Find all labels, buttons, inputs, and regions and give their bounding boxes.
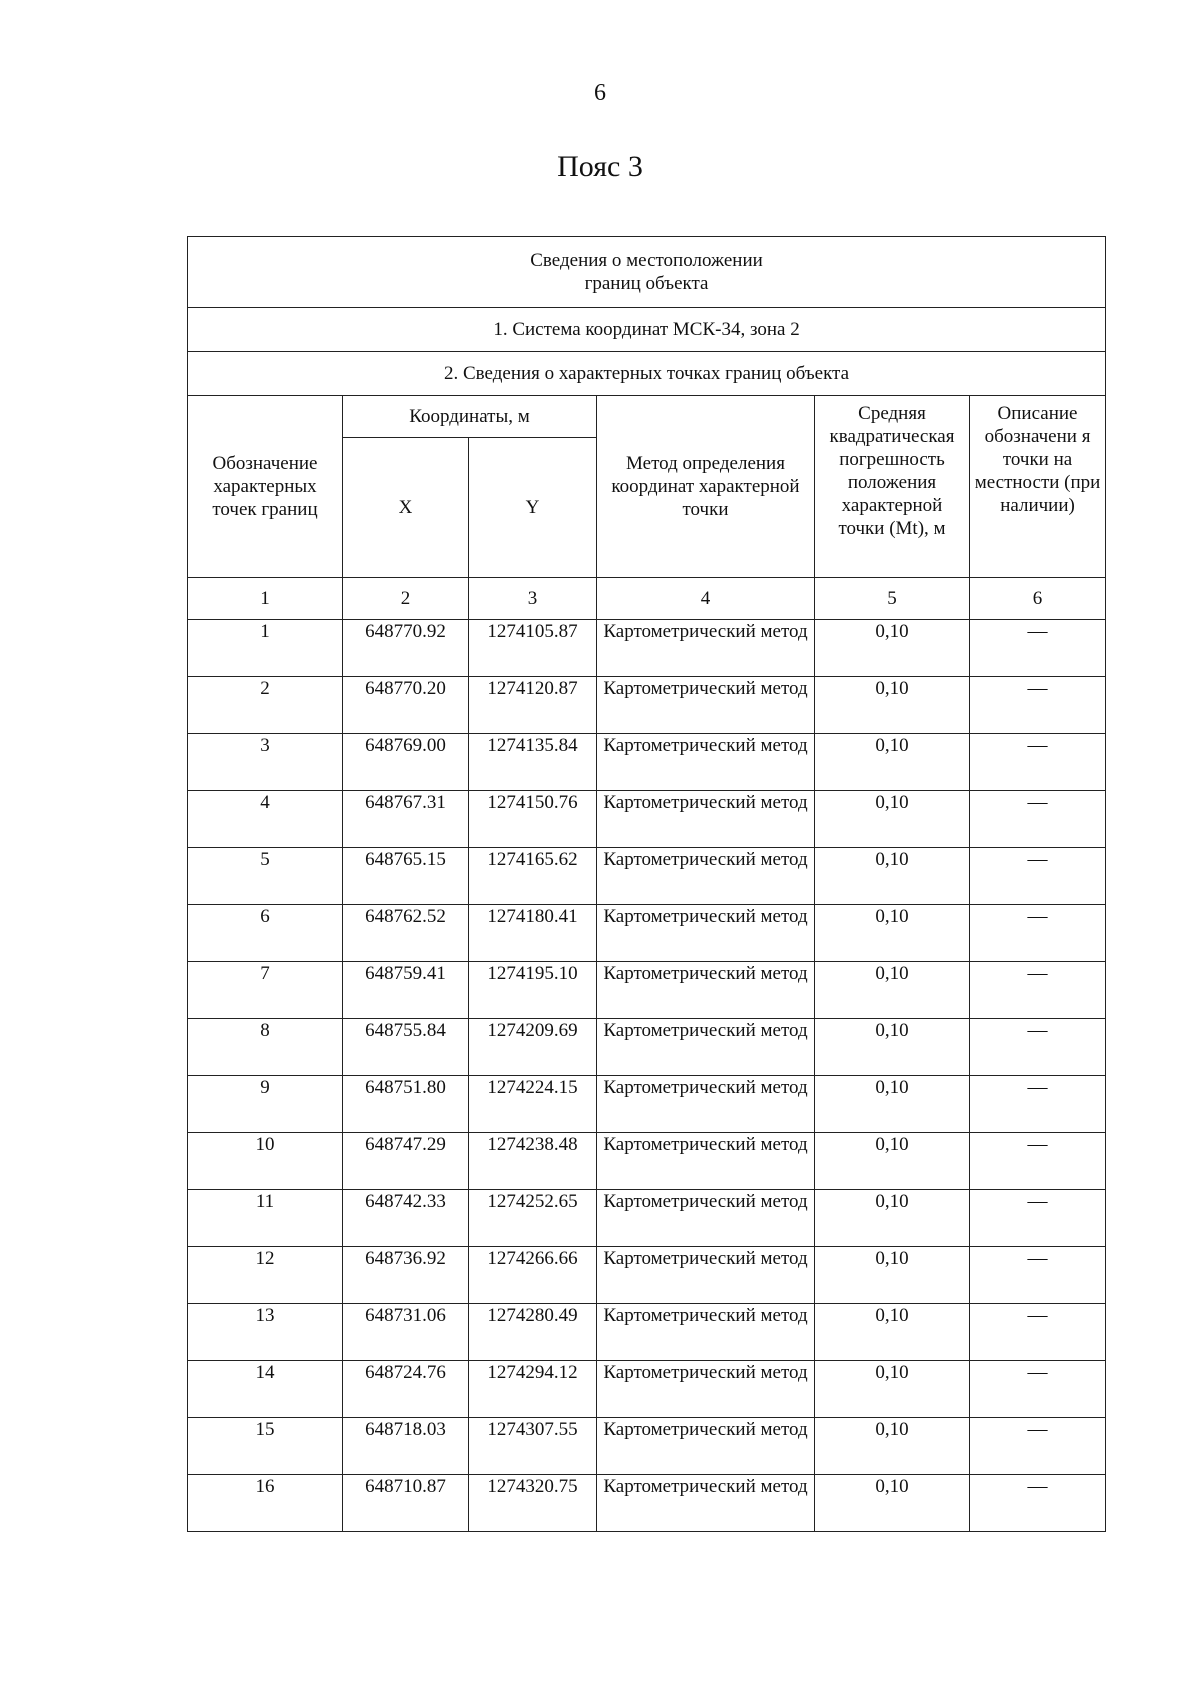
cell-description: — [970, 905, 1106, 962]
cell-x: 648770.20 [343, 677, 469, 734]
page-title: Пояс 3 [557, 150, 643, 183]
cell-x: 648762.52 [343, 905, 469, 962]
cell-point-id: 14 [188, 1361, 343, 1418]
cell-y: 1274195.10 [469, 962, 597, 1019]
col-header-description: Описание обозначени я точки на местности (при наличии) [970, 396, 1106, 578]
col-header-coordinates: Координаты, м [343, 396, 597, 438]
table-row [188, 1361, 1106, 1418]
cell-description: — [970, 1304, 1106, 1361]
cell-accuracy: 0,10 [815, 677, 970, 734]
cell-method: Картометрический метод [597, 962, 815, 1019]
cell-x: 648759.41 [343, 962, 469, 1019]
cell-method: Картометрический метод [597, 848, 815, 905]
cell-description: — [970, 1133, 1106, 1190]
table-row [188, 905, 1106, 962]
cell-method: Картометрический метод [597, 1190, 815, 1247]
col-header-method: Метод определения координат характерной точки [597, 396, 815, 578]
cell-y: 1274252.65 [469, 1190, 597, 1247]
cell-point-id: 7 [188, 962, 343, 1019]
col-header-x: X [343, 438, 469, 578]
cell-accuracy: 0,10 [815, 1133, 970, 1190]
cell-y: 1274307.55 [469, 1418, 597, 1475]
cell-x: 648710.87 [343, 1475, 469, 1532]
cell-accuracy: 0,10 [815, 734, 970, 791]
cell-x: 648718.03 [343, 1418, 469, 1475]
cell-description: — [970, 1247, 1106, 1304]
cell-accuracy: 0,10 [815, 1418, 970, 1475]
cell-y: 1274238.48 [469, 1133, 597, 1190]
cell-point-id: 16 [188, 1475, 343, 1532]
cell-x: 648751.80 [343, 1076, 469, 1133]
column-number: 3 [469, 578, 597, 620]
table-row [188, 1247, 1106, 1304]
cell-description: — [970, 734, 1106, 791]
cell-description: — [970, 1418, 1106, 1475]
cell-description: — [970, 620, 1106, 677]
coord-system-header: 1. Система координат МСК-34, зона 2 [188, 308, 1106, 352]
cell-point-id: 2 [188, 677, 343, 734]
cell-point-id: 11 [188, 1190, 343, 1247]
cell-method: Картометрический метод [597, 791, 815, 848]
cell-accuracy: 0,10 [815, 1475, 970, 1532]
cell-x: 648742.33 [343, 1190, 469, 1247]
cell-method: Картометрический метод [597, 1475, 815, 1532]
cell-method: Картометрический метод [597, 1304, 815, 1361]
cell-point-id: 12 [188, 1247, 343, 1304]
cell-accuracy: 0,10 [815, 1247, 970, 1304]
cell-x: 648765.15 [343, 848, 469, 905]
cell-x: 648747.29 [343, 1133, 469, 1190]
cell-description: — [970, 1475, 1106, 1532]
cell-accuracy: 0,10 [815, 905, 970, 962]
table-row [188, 791, 1106, 848]
table-row [188, 677, 1106, 734]
section-header-location [188, 237, 1106, 308]
col-header-y: Y [469, 438, 597, 578]
boundary-points-table [187, 236, 1106, 1532]
column-number: 5 [815, 578, 970, 620]
column-number: 6 [970, 578, 1106, 620]
cell-method: Картометрический метод [597, 1076, 815, 1133]
cell-method: Картометрический метод [597, 677, 815, 734]
cell-accuracy: 0,10 [815, 791, 970, 848]
cell-description: — [970, 791, 1106, 848]
cell-x: 648724.76 [343, 1361, 469, 1418]
cell-description: — [970, 677, 1106, 734]
cell-method: Картометрический метод [597, 1361, 815, 1418]
table-row [188, 734, 1106, 791]
cell-method: Картометрический метод [597, 1247, 815, 1304]
cell-point-id: 4 [188, 791, 343, 848]
cell-y: 1274105.87 [469, 620, 597, 677]
table-row [188, 1418, 1106, 1475]
cell-point-id: 13 [188, 1304, 343, 1361]
cell-y: 1274150.76 [469, 791, 597, 848]
cell-y: 1274224.15 [469, 1076, 597, 1133]
table-row [188, 1190, 1106, 1247]
cell-y: 1274135.84 [469, 734, 597, 791]
cell-description: — [970, 1076, 1106, 1133]
cell-description: — [970, 1361, 1106, 1418]
page-number: 6 [594, 80, 606, 106]
cell-method: Картометрический метод [597, 1133, 815, 1190]
cell-x: 648769.00 [343, 734, 469, 791]
cell-y: 1274320.75 [469, 1475, 597, 1532]
cell-method: Картометрический метод [597, 1418, 815, 1475]
col-header-designation: Обозначение характерных точек границ [188, 396, 343, 578]
cell-method: Картометрический метод [597, 1019, 815, 1076]
column-number-row [188, 578, 1106, 620]
cell-point-id: 8 [188, 1019, 343, 1076]
section-header-line-1: Сведения о местоположении [530, 250, 763, 271]
cell-point-id: 9 [188, 1076, 343, 1133]
table-row [188, 848, 1106, 905]
cell-point-id: 3 [188, 734, 343, 791]
cell-point-id: 10 [188, 1133, 343, 1190]
table-row [188, 1475, 1106, 1532]
column-number: 2 [343, 578, 469, 620]
table-row [188, 962, 1106, 1019]
cell-y: 1274266.66 [469, 1247, 597, 1304]
cell-y: 1274180.41 [469, 905, 597, 962]
cell-accuracy: 0,10 [815, 1304, 970, 1361]
table-row [188, 620, 1106, 677]
cell-x: 648755.84 [343, 1019, 469, 1076]
cell-accuracy: 0,10 [815, 1019, 970, 1076]
cell-method: Картометрический метод [597, 734, 815, 791]
cell-point-id: 6 [188, 905, 343, 962]
cell-accuracy: 0,10 [815, 962, 970, 1019]
cell-accuracy: 0,10 [815, 1076, 970, 1133]
cell-y: 1274120.87 [469, 677, 597, 734]
table-row [188, 1019, 1106, 1076]
cell-accuracy: 0,10 [815, 848, 970, 905]
cell-point-id: 1 [188, 620, 343, 677]
cell-y: 1274280.49 [469, 1304, 597, 1361]
cell-description: — [970, 962, 1106, 1019]
cell-x: 648767.31 [343, 791, 469, 848]
column-number: 1 [188, 578, 343, 620]
cell-y: 1274165.62 [469, 848, 597, 905]
cell-y: 1274209.69 [469, 1019, 597, 1076]
cell-method: Картометрический метод [597, 905, 815, 962]
cell-x: 648736.92 [343, 1247, 469, 1304]
cell-method: Картометрический метод [597, 620, 815, 677]
table-row [188, 1076, 1106, 1133]
cell-point-id: 15 [188, 1418, 343, 1475]
cell-description: — [970, 1190, 1106, 1247]
table-row [188, 1133, 1106, 1190]
column-number: 4 [597, 578, 815, 620]
cell-accuracy: 0,10 [815, 1190, 970, 1247]
cell-description: — [970, 848, 1106, 905]
cell-point-id: 5 [188, 848, 343, 905]
cell-accuracy: 0,10 [815, 1361, 970, 1418]
cell-description: — [970, 1019, 1106, 1076]
cell-y: 1274294.12 [469, 1361, 597, 1418]
cell-accuracy: 0,10 [815, 620, 970, 677]
table-row [188, 1304, 1106, 1361]
points-section-header: 2. Сведения о характерных точках границ объекта [188, 352, 1106, 396]
section-header-line-2: границ объекта [584, 273, 709, 294]
cell-x: 648731.06 [343, 1304, 469, 1361]
cell-x: 648770.92 [343, 620, 469, 677]
col-header-accuracy: Средняя квадратическая погрешность положения характерной точки (Mt), м [815, 396, 970, 578]
